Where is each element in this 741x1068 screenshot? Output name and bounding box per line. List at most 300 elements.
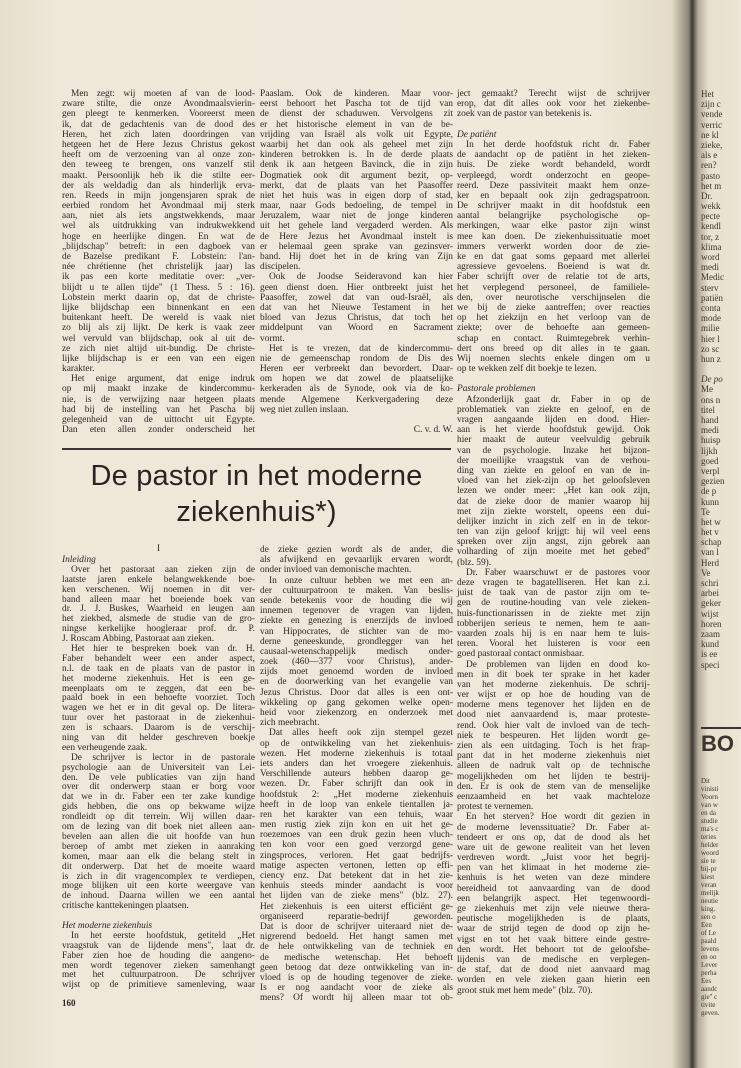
text-line: groot stuk met hem mede" (blz. 70). [457,985,593,996]
text-line: op te wekken zelf dit boekje te lezen. [457,364,597,375]
section-heading: Het moderne ziekenhuis [62,920,153,931]
text-line: Dat is door de schrijver uiteraard niet de- [260,921,453,932]
adjacent-small-text-line: perha [701,969,717,977]
text-line: verpleegd, wordt onderzocht en geope- [457,170,650,181]
text-line: dr. J. J. Buskes, Waarheid en leugen aan [62,604,255,615]
text-line: ningse kerkelijke hoogleraar prof. dr. P. [62,624,255,635]
adjacent-text-line: klima [701,241,722,252]
text-line: den wordt. Het behoort tot de geloofsbe- [457,944,650,955]
adjacent-small-text-line: gie" c [701,993,718,1001]
adjacent-small-text-line: Ees [701,977,712,985]
text-line: sende betekenis voor de houding die wij [260,595,453,606]
text-line: wezen. Dr. Faber schrijft dan ook in [260,779,453,790]
text-line: bevelen aan allen die uit hoofde van hun [62,831,255,842]
adjacent-small-text-line: sie te [701,857,716,865]
adjacent-text-line: titel [701,404,715,415]
adjacent-text-line: schap [701,537,722,548]
adjacent-text-line: de p [701,486,717,497]
text-line: en de doorwerking van het evangelie van [260,677,453,688]
text-line: zen is schaars. Daarom is de verschij- [62,723,255,734]
text-line: ning van dit helder geschreven boekje [62,733,255,744]
section-divider [62,448,451,450]
text-line: problematiek van ziekte en geloof, en de [457,404,650,415]
text-line: tobberijen serieus te nemen, hem te aan- [457,618,650,629]
text-line: buitenkant heeft. De wereld is vaak niet [62,313,255,324]
paragraph [62,374,255,435]
text-line: Faber behandelt weer een ander aspect, [62,653,255,664]
paragraph [260,344,453,415]
text-line: heid voor ziekenzorg en onderzoek met [260,708,453,718]
adjacent-small-text-line: studie [701,817,718,825]
text-line: het lijden van de zieke mens" (blz. 27). [260,891,453,902]
paragraph [260,272,453,343]
text-line: verdreven wordt. „Juist voor het begrij- [457,853,650,864]
adjacent-text-line: sterv [701,282,719,293]
text-line: dert ons breed op dit alles in te gaan. [457,343,650,354]
text-line: de aandacht op de patiënt in het zieken- [457,150,650,161]
text-line: merkt, dat de plaats van het Paasoffer [260,180,453,191]
adjacent-text-line: kunn [701,496,719,507]
text-line: Dogmatiek ook dit argument bezit, op- [260,170,453,181]
text-line: de medische wetenschap. Het behoeft [260,952,453,963]
adjacent-small-text-line: neutie [701,897,719,905]
text-line: Het enige argument, dat enige indruk [71,374,255,385]
text-line: beroep of ambt met zieken in aanraking [62,841,255,852]
adjacent-text-line: pasto [701,170,720,181]
text-line: roezemoes van een druk gezin heen vluch- [260,830,453,841]
paragraph [457,568,650,660]
text-line: het verplegend personeel, de familiele- [457,282,650,293]
column-bottom-middle [260,545,453,1003]
text-line: nie de gemeenschap rondom de Dis des [260,353,453,364]
text-line: critische kanttekeningen plaatsen. [62,901,189,912]
adjacent-small-text-line: geven. [701,1009,720,1017]
adjacent-text-line: Ve [701,567,711,578]
adjacent-small-text-line: teries [701,833,717,841]
text-line: In het eerste hoofdstuk, getiteld „Het [71,930,255,941]
text-line: eenzaamheid en het vaak machteloze [457,791,650,802]
text-line: Paasoffer, zowel dat van oud-Israël, als [260,292,453,303]
text-line: ziekte; over de behoefte aan gemeen- [457,323,650,334]
text-line: tuur over het pastoraat in de ziekenhui- [62,713,255,724]
text-line: Paaslam. Ook de kinderen. Maar voor- [260,89,453,99]
text-line: huis. De zieke wordt behandeld, wordt [457,160,650,171]
text-line: dat we in dr. Faber een ter zake kundige [62,792,255,803]
text-line: heeft om de verzoening van al onze zon- [62,150,255,161]
text-line: dit onderwerp. Dat het de moeite waard [62,861,255,872]
spacer [260,415,453,425]
text-line: den. Er is ook de stem van de menselijke [457,781,650,792]
text-line: meenplaats om te zeggen, dat een be- [62,683,255,694]
text-line: kenhuis steeds minder aandacht is voor [260,881,453,892]
text-line: hetgeen het de Here Jezus Christus gekost [62,139,255,150]
adjacent-text-line: pecte [701,211,720,222]
adjacent-text-line: Herd [701,557,719,568]
text-line: zijds moet genoemd worden de invloed [260,667,453,678]
text-line: over dit onderwerp staan er borg voor [62,782,255,793]
text-line: er helemaal geen sprake van gezinsver- [260,241,453,252]
text-line: Verschillende auteurs hebben daarop ge- [260,769,453,780]
text-line: een belangrijk aspect. Het tegenwoordi- [457,893,650,904]
text-line: heeft in de loop van enkele tientallen ja- [260,799,453,810]
text-line: nie, is de verwijzing naar hetgeen plaats [62,394,255,405]
text-line: schap en contact. Ruimtegebrek verhin- [457,333,650,344]
adjacent-text-line: zieke, [701,139,723,150]
text-line: op de ontwikkeling van het ziekenhuis- [260,738,453,749]
text-line: bloed van Jezus Christus, dat toch het [260,313,453,324]
text-line: agressieve gevoelens. Boeiend is wat dr. [457,262,650,273]
text-line: men wordt tegenover zieken samenhangt [62,960,255,971]
text-line: vraagstuk van de lijdende mens", laat dr. [62,940,255,951]
adjacent-text-line: wijst [701,608,719,619]
text-line: karakter. [62,364,95,375]
adjacent-text-line: lijkh [701,445,718,456]
text-line: protest te vernemen. [457,802,534,813]
text-line: om de lezing van dit boek niet alleen aan- [62,822,255,833]
column-right [457,89,650,996]
text-line: den teweeg te brengen, ons vanzelf stil [62,160,255,171]
adjacent-small-text-line: bij-pr [701,865,717,873]
text-line: van Hippocrates, de stichter van de mo- [260,626,453,637]
text-line: kinderen betrokken is. In de derde plaats [260,150,453,161]
text-line: waar de strijd tegen de dood op zijn he- [457,924,650,935]
adjacent-small-text-line: of Le [701,929,716,937]
text-line: laatste jaren enkele belangwekkende boe- [62,574,255,585]
text-line: waarbij het dan ook als geheel met zijn [260,139,453,150]
text-line: Faber schrijft over de relatie tot de arts, [457,272,650,283]
text-line: ik, dat de gedachtenis van de dood des [62,119,255,130]
adjacent-text-line: gezien [701,476,725,487]
text-line: niek te bespeuren. Het lijden wordt ge- [457,730,650,741]
text-line: Jeruzalem, waar niet de jonge kinderen [260,211,453,222]
text-line: „blijdschap" betreft: in een dagboek van [62,241,255,252]
text-line: den. De vele publicaties van zijn hand [62,772,255,783]
text-line: wel als uitdrukking van indrukwekkend [62,221,255,232]
adjacent-text-line: ne kl [701,129,719,140]
text-line: denk ik aan hetgeen Bavinck, die in zijn [260,160,453,171]
text-line: ziekte en genezing is enerzijds de invloed [260,616,453,627]
text-line: men in dit boek ter sprake in het kader [457,669,650,680]
text-line: Wij noemen slechts enkele dingen om u [457,353,650,364]
text-line: vloed van het ziek-zijn op het geloofsleven [457,476,650,487]
text-line: ten kon voor een goed verzorgd gene- [260,840,453,851]
text-line: erop, dat dit alles ook voor het ziekenbe- [457,99,650,110]
text-line: middelpunt van Woord en Sacrament [260,323,453,334]
text-line: pant dat in het moderne ziekenhuis niet [457,751,650,762]
text-line: ciency enz. Dat betekent dat in het zie- [260,871,453,881]
text-line: gelegenheid van de uittocht uit Egypte. [62,415,255,425]
text-line: zien als een uitdaging. Toch is het frap- [457,741,650,751]
adjacent-page-heading: BO [701,731,734,756]
text-line: de zieke gezien wordt als de ander, die [260,545,453,555]
adjacent-small-text-line: veran [701,881,717,889]
text-line: mens? Of wordt hij alleen maar tot ob- [260,993,453,1004]
text-line: ren. Reeds in mijn jongensjaren sprak de [62,190,255,201]
adjacent-text-line: patiën [701,292,723,303]
adjacent-text-line: ons n [701,394,721,405]
adjacent-text-line: verpl [701,465,720,476]
adjacent-text-line: ren? [701,160,717,171]
text-line: Faber zien hoe de houding die aangeno- [62,950,255,961]
text-line: kenhuis is het weten van deze mindere [457,873,650,884]
text-line: uit het gehele land vergaderd werden. Als [260,221,453,232]
adjacent-text-line: hand [701,415,719,425]
text-line: met het cultuurpatroon. De schrijver [62,970,255,981]
text-line: aan, niet als iets angstwekkends, maar [62,211,255,222]
text-line: Dan eten allen zonder onderscheid het [62,425,255,436]
adjacent-text-line: als e [701,150,718,161]
adjacent-text-line: zo sc [701,343,720,354]
text-line: van het moderne ziekenhuis. De schrij- [457,679,650,690]
adjacent-small-text-line: levens [701,945,719,953]
adjacent-text-line: Medic [701,272,724,283]
text-line: De schrijver is lector in de pastorale [71,752,255,763]
text-line: eerbied rondom het Avondmaal mij sterk [62,201,255,212]
text-line: Over het pastoraat aan zieken zijn de [71,564,255,575]
text-line: aantal belangrijke psychologische op- [457,211,650,222]
text-line: vloed is op de houding tegenover de zieke. [260,972,453,983]
text-line: der cultuurpatroon te maken. Van beslis- [260,585,453,596]
text-line: juist de taak van de pastor zijn om te- [457,588,650,599]
section-heading: Pastorale problemen [457,384,536,395]
text-line: ge ziekenhuis met zijn vele nieuwe thera- [457,904,650,914]
text-line: maakt. Persoonlijk heb ik die stilte eer- [62,170,255,181]
text-line: ten van zijn geloof krijgt: hij wil veel eens [457,527,650,538]
text-line: wagen we het er in dit geval op. De litera- [62,703,255,714]
text-line: In onze cultuur hebben we met een an- [269,575,453,586]
text-line: band alleen maar het boeiende boek van [62,594,255,605]
text-line: ke en dat gaat soms gepaard met allerlei [457,252,650,262]
text-line: er het historische element in van de be- [260,119,453,130]
paragraph [62,566,255,645]
adjacent-text-line: kund [701,639,719,650]
adjacent-text-line: conta [701,302,721,313]
text-line: Dr. Faber waarschuwt er de pastores voor [466,567,650,578]
text-line: volharding of zijn moeite met het gebed" [457,547,650,558]
text-line: Heren eer verbreekt dan bevordert. Daar- [260,364,453,375]
adjacent-text-line: Dr. [701,190,713,201]
text-line: ik pas een korte meditatie over: „ver- [62,272,255,283]
text-line: rondleidt op dit terrein. Wij willen daar- [62,812,255,823]
text-line: mende Algemene Kerkvergadering deze [260,394,453,405]
adjacent-small-text-line: vinisti [701,785,719,793]
text-line: ker en bepaalt ook zijn gedragspatroon. [457,190,650,201]
text-line: Het ziekenhuis is een uiterst efficiënt ge- [260,901,453,912]
adjacent-text-line: goed [701,455,719,466]
text-line: had bij de instelling van het Pascha bij [62,404,255,415]
adjacent-text-line: huisp [701,435,721,446]
paragraph [457,812,650,995]
text-line: innemen tegenover de vragen van lijden, [260,606,453,617]
text-line: kerkeraden als de Synode, ook via de ko- [260,384,453,395]
text-line: zich meebracht. [260,718,320,729]
adjacent-text-line [701,364,738,374]
text-line: iets anders dan het vroegere ziekenhuis. [260,758,453,769]
adjacent-text-line: Te [701,506,710,517]
text-line: n.l. de taak en de plaats van de pastor in [62,663,255,674]
author-signature: C. v. d. W. [413,425,453,436]
paragraph [260,576,453,729]
text-line: In het derde hoofdstuk richt dr. Faber [466,139,650,150]
section-number: I [156,544,161,554]
text-line: op mij maakt inzake de kindercommu- [62,384,255,395]
text-line: dat de zieke door de manier waarop hij [457,496,650,507]
text-line: de staf, dat de dood niet aanvaard mag [457,965,650,976]
article-title-line1: De pastor in het moderne [90,460,423,492]
text-line: pen van het klimaat in het moderne zie- [457,863,650,874]
adjacent-small-text-line: Dit [701,777,710,785]
text-line: ken verschenen. Wij noemen in dit ver- [62,584,255,595]
text-line: Lobstein merkt daarin op, dat de christe- [62,292,255,303]
text-line: spreken over zijn angst, zijn gebrek aan [457,537,650,548]
adjacent-text-line: is ee [701,649,718,660]
text-line: niet het huis was in eigen dorp of stad, [260,190,453,201]
section-heading: Inleiding [62,555,96,565]
text-line: goed pastoraal contact onmisbaar. [457,649,585,660]
page-number: 160 [62,998,76,1008]
adjacent-text-line: hun z [701,353,721,364]
text-line: we bij de zieke aantreffen; over reacties [457,302,650,313]
text-line: derne geneeskunde, grondlegger van het [260,636,453,647]
text-line: Jezus Christus. Door dat alles is een ont- [260,687,453,698]
text-line: gen pleegt te kenmerken. Vooreerst meen [62,109,255,120]
adjacent-text-line: mode [701,313,721,324]
text-line: geen dienst doen. Hier ontbreekt juist het [260,282,453,293]
adjacent-text-line: medi [701,262,719,273]
adjacent-text-line: vende [701,109,723,120]
text-line: worden en vele zieken gaan hierin een [457,975,650,986]
adjacent-text-line: De po [701,374,723,385]
text-line: moderne mens tegenover het lijden en de [457,700,650,711]
text-line: Men zegt: wij moeten af van de lood- [71,89,255,99]
text-line: wel vervuld van blijdschap, ook al uit de- [62,333,255,344]
text-line: komen, maar aan elk die belang stelt in [62,851,255,862]
adjacent-text-line: schri [701,578,719,588]
text-line: maar, naar Gods bedoeling, de tempel in [260,201,453,212]
column-top-left [62,89,255,435]
text-line: wezen. Het moderne ziekenhuis is totaal [260,748,453,759]
text-line: Afzonderlijk gaat dr. Faber in op de [466,394,650,405]
adjacent-small-text-line: en da [701,809,716,817]
text-line: Ook de Joodse Seideravond kan hier [269,272,453,283]
text-line: bereidheid tot aanvaarding van de dood [457,883,650,894]
text-line: lijke blijdschap is er een van een eigen [62,353,255,364]
text-line: vragen aangaande lijden en dood. Hier- [457,415,650,425]
text-line: is zich in dit vragencomplex te verdiepen, [62,871,255,882]
adjacent-text-line: speci [701,659,720,670]
adjacent-text-line: hier l [701,333,720,344]
text-line: née chrétienne (het christelijk jaar) las [62,262,255,273]
paragraph [457,395,650,568]
text-line: Het is te vrezen, dat de kindercommu- [269,343,453,354]
text-line: Heren, het zich laten doordringen van [62,129,255,140]
adjacent-small-text-line: paald [701,937,717,945]
adjacent-small-text-line: helder [701,841,719,849]
paragraph [260,728,453,1003]
text-line: vrijding van Israël als volk uit Egypte, [260,129,453,140]
text-line: nigrerend bedoeld. Het hangt samen met [260,932,453,943]
text-line: ver wijst er op hoe de houding van de [457,690,650,701]
text-line: wijst op de primitieve samenleving, waar [62,980,255,991]
text-line: de Here Jezus het Avondmaal instelt is [260,231,453,242]
spacer [457,374,650,384]
text-line: zoek van de pastor van betekenis is. [457,109,592,120]
text-line: De schrijver maakt in dit hoofdstuk een [457,201,650,212]
adjacent-text-line: kendl [701,221,721,232]
text-line: om hopen we dat zowel de plaatselijke [260,374,453,385]
text-line: merkingen, waar elke pastor zijn winst [457,221,650,232]
article-title [62,458,451,530]
text-line: tendeert er ons op, dat de dood als het [457,832,650,843]
text-line: moge blijken uit een korte weergave van [62,881,255,892]
article-title-line2: ziekenhuis*) [176,496,337,528]
adjacent-small-text-line: Lever [701,961,718,969]
paragraph [62,932,255,991]
text-line: mee kan doen. De ziekenhuissituatie moet [457,231,650,242]
paragraph [62,89,255,374]
text-line: het moderne ziekenhuis. Het is een ge- [62,673,255,684]
adjacent-text-line: verric [701,119,722,130]
adjacent-small-text-line: aandc [701,985,718,993]
text-line: ject gemaakt? Terecht wijst de schrijver [457,89,650,99]
text-line: ren het karakter van een tehuis, waar [260,809,453,820]
spacer [457,120,650,130]
adjacent-small-text-line: van w [701,801,718,809]
text-line: zware stilte, die onze Avondmaalsvierin- [62,99,255,110]
text-line: dat van het Nieuwe Testament in het [260,302,453,313]
text-line: ding van ziekte en geloof en van de in- [457,465,650,476]
adjacent-text-line: zaam [701,628,720,639]
text-line: deze vragen te bagatelliseren. Het kan z.i. [457,578,650,588]
text-line: ze zich niet altijd uit-bundig. De christe- [62,343,255,354]
text-line: de dienst der schaduwen. Vervolgens zit [260,109,453,120]
text-line: psychologie aan de Universiteit van Lei- [62,762,255,773]
text-line: men rustig ziek zijn kon en uit het ge- [260,820,453,831]
adjacent-text-line: word [701,252,720,262]
text-line: met zijn ziekte worstelt, opeens een dui- [457,506,650,517]
text-line: wikkeling op gang gekomen welke open- [260,697,453,708]
text-line: blijdt u te allen tijde" (1 Thess. 5 : 16). [62,282,255,293]
adjacent-text-line: Me [701,384,713,395]
text-line: vigst en tot het vaak bittere einde gestre- [457,934,650,945]
text-line: een verheugende zaak. [62,742,148,753]
adjacent-text-line: milie [701,323,720,334]
paragraph [62,754,255,912]
text-line: hier maakt de auteur veelvuldig gebruik [457,435,650,446]
text-line: Het hier te bespreken boek van dr. H. [71,644,255,655]
adjacent-small-text-line: tivite [701,1001,716,1009]
paragraph [260,545,453,576]
text-line: discipelen. [260,262,301,273]
text-line: aan is het vierde hoofdstuk gewijd. Ook [457,425,650,436]
text-line: de inhoud. Daarna willen we een aantal [62,891,255,902]
text-line: de Bazelse predikant F. Lobstein: l'an- [62,252,255,262]
adjacent-text-line: geker [701,598,721,609]
text-line: mogelijkheden om het lijden te bestrij- [457,771,650,782]
text-line: paald boek in een behoefte voorziet. Toch [62,693,255,704]
text-line: Dat alles heeft ook zijn stempel gezet [269,728,453,739]
text-line: ware uit de gewone realiteit van het leven [457,842,650,853]
text-line: weg niet zullen inslaan. [260,404,349,415]
adjacent-small-text-line: Voorn [701,793,718,801]
adjacent-small-text-line: melijk [701,889,719,897]
text-line: der als weldadig dan als hinderlijk erva- [62,180,255,191]
adjacent-text-line: medi [701,425,719,436]
text-line: als afwijkend en gevaarlijk ervaren wordt, [260,555,453,566]
paragraph [457,140,650,374]
text-line: lijke blijdschap een binnenkant en een [62,302,255,313]
text-line: onder invloed van demonische machten. [260,565,412,576]
